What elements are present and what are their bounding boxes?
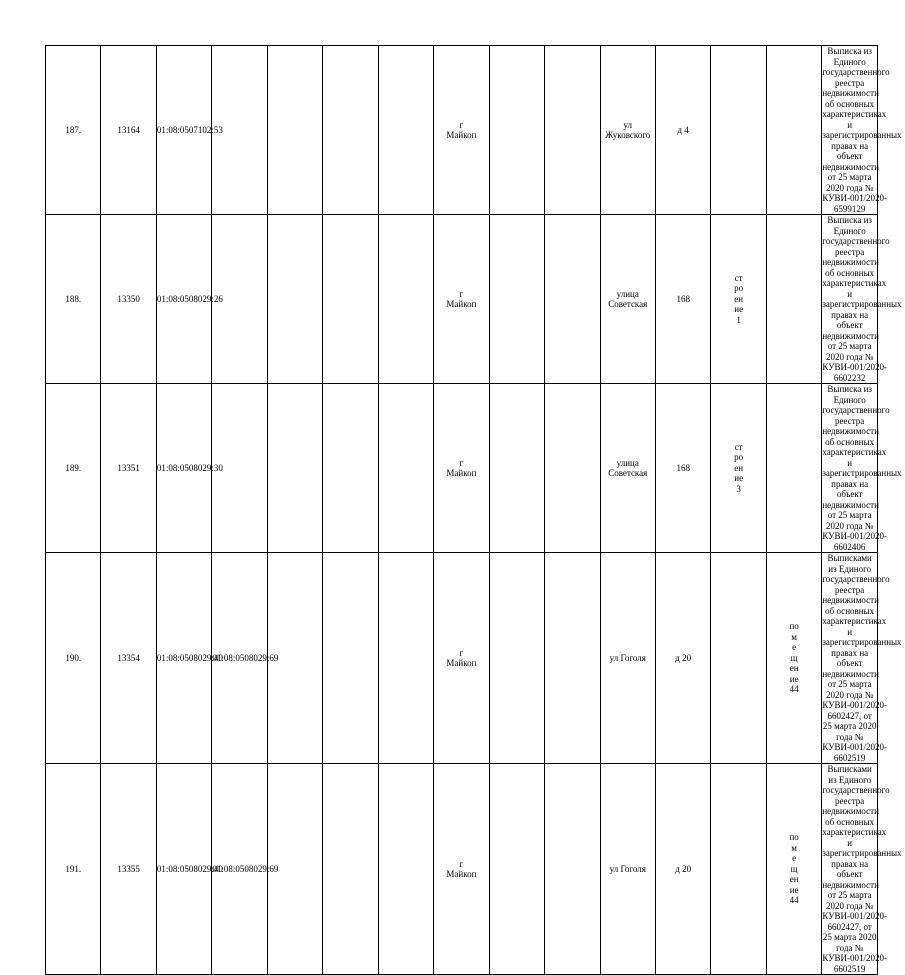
locality: г Майкоп	[434, 553, 489, 764]
row-number: 191.	[46, 764, 101, 975]
row-number: 187.	[46, 46, 101, 215]
empty-cell	[489, 384, 544, 553]
empty-cell	[267, 384, 322, 553]
object-id: 13354	[101, 553, 156, 764]
building-part	[711, 553, 766, 764]
locality: г Майкоп	[434, 215, 489, 384]
empty-cell	[378, 215, 433, 384]
empty-cell	[489, 46, 544, 215]
street: ул Гоголя	[600, 764, 655, 975]
table-row	[46, 553, 878, 764]
object-id: 13164	[101, 46, 156, 215]
empty-cell	[378, 553, 433, 764]
cadastral-number: 01:08:0508029:40	[156, 764, 211, 975]
empty-cell	[378, 46, 433, 215]
table-row	[46, 384, 878, 553]
empty-cell	[378, 764, 433, 975]
row-number: 190.	[46, 553, 101, 764]
building-part: ст ро ен ие 3	[711, 384, 766, 553]
source-document: Выписка из Единого государственного реестра недвижимости об основных характеристиках и зарегистрированных правах на объект недвижимости от 25 марта 2020 года № КУВИ-001/2020-6599129	[822, 46, 902, 214]
source-document: Выписка из Единого государственного реестра недвижимости об основных характеристиках и зарегистрированных правах на объект недвижимости от 25 марта 2020 года № КУВИ-001/2020-6602232	[822, 215, 902, 383]
street: ул Гоголя	[600, 553, 655, 764]
house-number: д 20	[655, 764, 710, 975]
empty-cell	[323, 215, 378, 384]
premises	[766, 46, 821, 215]
locality: г Майкоп	[434, 384, 489, 553]
empty-cell	[545, 215, 600, 384]
locality: г Майкоп	[434, 764, 489, 975]
row-number: 189.	[46, 384, 101, 553]
empty-cell	[323, 553, 378, 764]
table-row	[46, 46, 878, 215]
empty-cell	[489, 553, 544, 764]
empty-cell	[323, 764, 378, 975]
house-number: д 4	[655, 46, 710, 215]
building-part: ст ро ен ие 1	[711, 215, 766, 384]
row-number: 188.	[46, 215, 101, 384]
empty-cell	[545, 553, 600, 764]
empty-cell	[545, 384, 600, 553]
premises: по м е щ ен ие 44	[766, 553, 821, 764]
cadastral-number: 01:08:0508029:26	[156, 215, 211, 384]
cadastral-number-2: 01:08:0508029:69	[212, 553, 267, 764]
empty-cell	[378, 384, 433, 553]
empty-cell	[489, 764, 544, 975]
locality: г Майкоп	[434, 46, 489, 215]
cadastral-number-2: 01:08:0508029:69	[212, 764, 267, 975]
street: улица Советская	[600, 384, 655, 553]
empty-cell	[267, 215, 322, 384]
premises	[766, 215, 821, 384]
table-row	[46, 215, 878, 384]
cadastral-number: 01:08:0507102:53	[156, 46, 211, 215]
empty-cell	[545, 46, 600, 215]
street: ул Жуковского	[600, 46, 655, 215]
house-number: 168	[655, 215, 710, 384]
building-part	[711, 764, 766, 975]
house-number: 168	[655, 384, 710, 553]
premises	[766, 384, 821, 553]
house-number: д 20	[655, 553, 710, 764]
building-part	[711, 46, 766, 215]
object-id: 13350	[101, 215, 156, 384]
empty-cell	[489, 215, 544, 384]
registry-table	[45, 45, 902, 975]
empty-cell	[545, 764, 600, 975]
object-id: 13355	[101, 764, 156, 975]
cadastral-number: 01:08:0508029:40	[156, 553, 211, 764]
empty-cell	[323, 384, 378, 553]
source-document: Выписками из Единого государственного реестра недвижимости об основных характеристиках и зарегистрированных правах на объект недвижимости от 25 марта 2020 года № КУВИ-001/2020-6602427, от 25 марта 2020 года № КУВИ-001/2020-6602519	[822, 764, 902, 974]
source-document: Выписками из Единого государственного реестра недвижимости об основных характеристиках и зарегистрированных правах на объект недвижимости от 25 марта 2020 года № КУВИ-001/2020-6602427, от 25 марта 2020 года № КУВИ-001/2020-6602519	[822, 553, 902, 763]
empty-cell	[323, 46, 378, 215]
empty-cell	[267, 46, 322, 215]
object-id: 13351	[101, 384, 156, 553]
cadastral-number: 01:08:0508029:30	[156, 384, 211, 553]
source-document: Выписка из Единого государственного реестра недвижимости об основных характеристиках и зарегистрированных правах на объект недвижимости от 25 марта 2020 года № КУВИ-001/2020-6602406	[822, 384, 902, 552]
premises: по м е щ ен ие 44	[766, 764, 821, 975]
street: улица Советская	[600, 215, 655, 384]
table-row	[46, 764, 878, 975]
